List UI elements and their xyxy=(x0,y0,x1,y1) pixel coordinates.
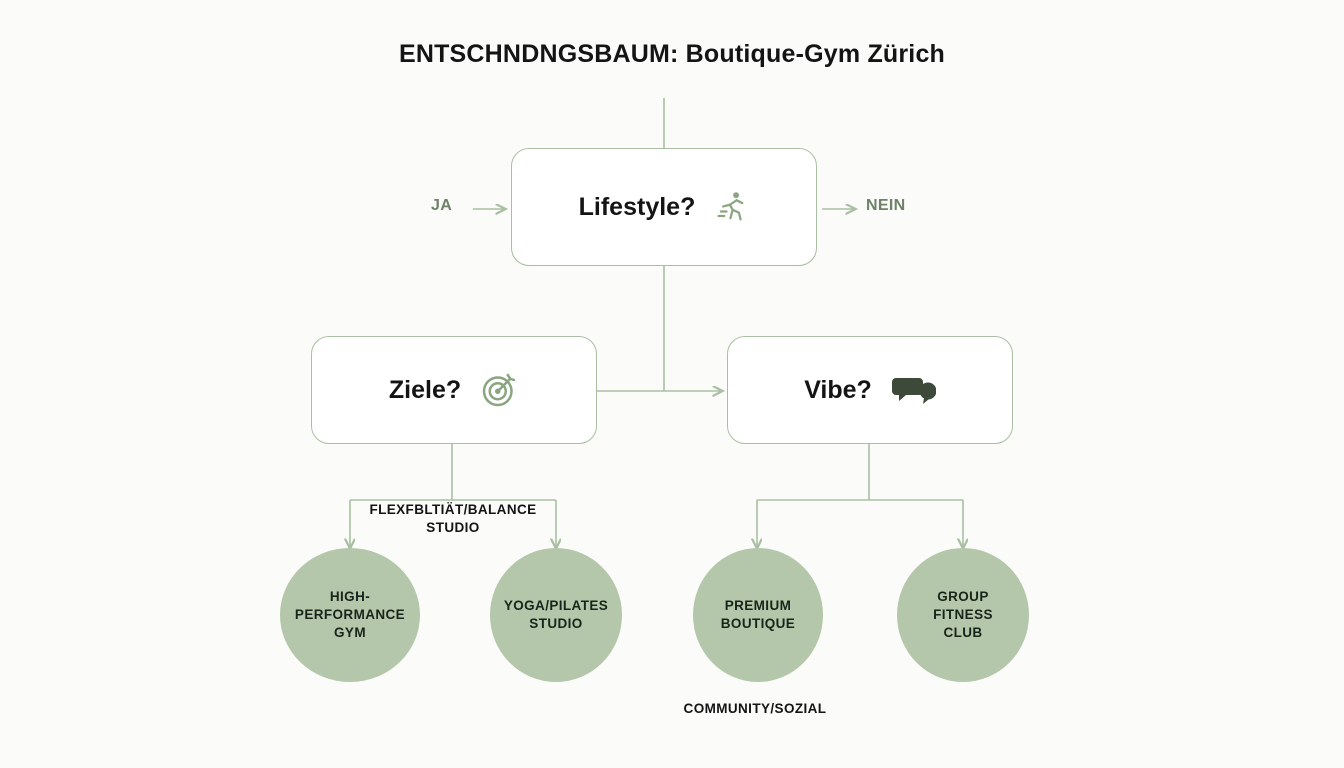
page-title: ENTSCHNDNGSBAUM: Boutique-Gym Zürich xyxy=(398,40,946,68)
speech-bubbles-icon xyxy=(890,373,936,407)
edge-label-community-social xyxy=(655,700,855,718)
decision-node-lifestyle-label: Lifestyle? xyxy=(578,192,696,221)
leaf-node-group-fitness-club-label xyxy=(911,588,1015,643)
edge-label-flexibility-balance xyxy=(353,501,553,537)
leaf-line-1: PREMIUM xyxy=(724,597,792,613)
leaf-line-2: STUDIO xyxy=(529,616,583,631)
leaf-line-1: HIGH-PERFORMANCE xyxy=(294,588,406,622)
branch-label-no: NEIN xyxy=(866,197,906,214)
edge-label-flexibility-balance-line2: STUDIO xyxy=(426,520,480,536)
leaf-node-group-fitness-club[interactable] xyxy=(897,548,1029,682)
edge-label-flexibility-balance-line1: FLEXFBLTIÄT/BALANCE xyxy=(369,502,537,517)
decision-node-ziele-label: Ziele? xyxy=(388,375,462,404)
leaf-line-2: GYM xyxy=(334,625,366,641)
leaf-line-2: CLUB xyxy=(943,625,983,641)
decision-node-ziele[interactable] xyxy=(311,336,597,444)
leaf-node-premium-boutique-label xyxy=(721,597,795,633)
leaf-node-high-performance-gym-label xyxy=(294,588,406,643)
running-person-icon xyxy=(713,189,749,225)
edge-label-community-social-line1: COMMUNITY/SOZIAL xyxy=(683,701,827,716)
decision-node-vibe-label: Vibe? xyxy=(804,375,872,404)
leaf-node-yoga-pilates-studio-label xyxy=(504,597,608,633)
decision-node-vibe[interactable] xyxy=(727,336,1013,444)
branch-label-yes: JA xyxy=(431,197,453,214)
leaf-node-yoga-pilates-studio[interactable] xyxy=(490,548,622,682)
leaf-line-1: GROUP FITNESS xyxy=(933,588,993,622)
leaf-line-1: YOGA/PILATES xyxy=(503,597,609,613)
decision-node-lifestyle[interactable] xyxy=(511,148,817,266)
leaf-line-2: BOUTIQUE xyxy=(720,616,796,631)
target-dart-icon xyxy=(479,370,519,410)
leaf-node-high-performance-gym[interactable] xyxy=(280,548,420,682)
leaf-node-premium-boutique[interactable] xyxy=(693,548,823,682)
